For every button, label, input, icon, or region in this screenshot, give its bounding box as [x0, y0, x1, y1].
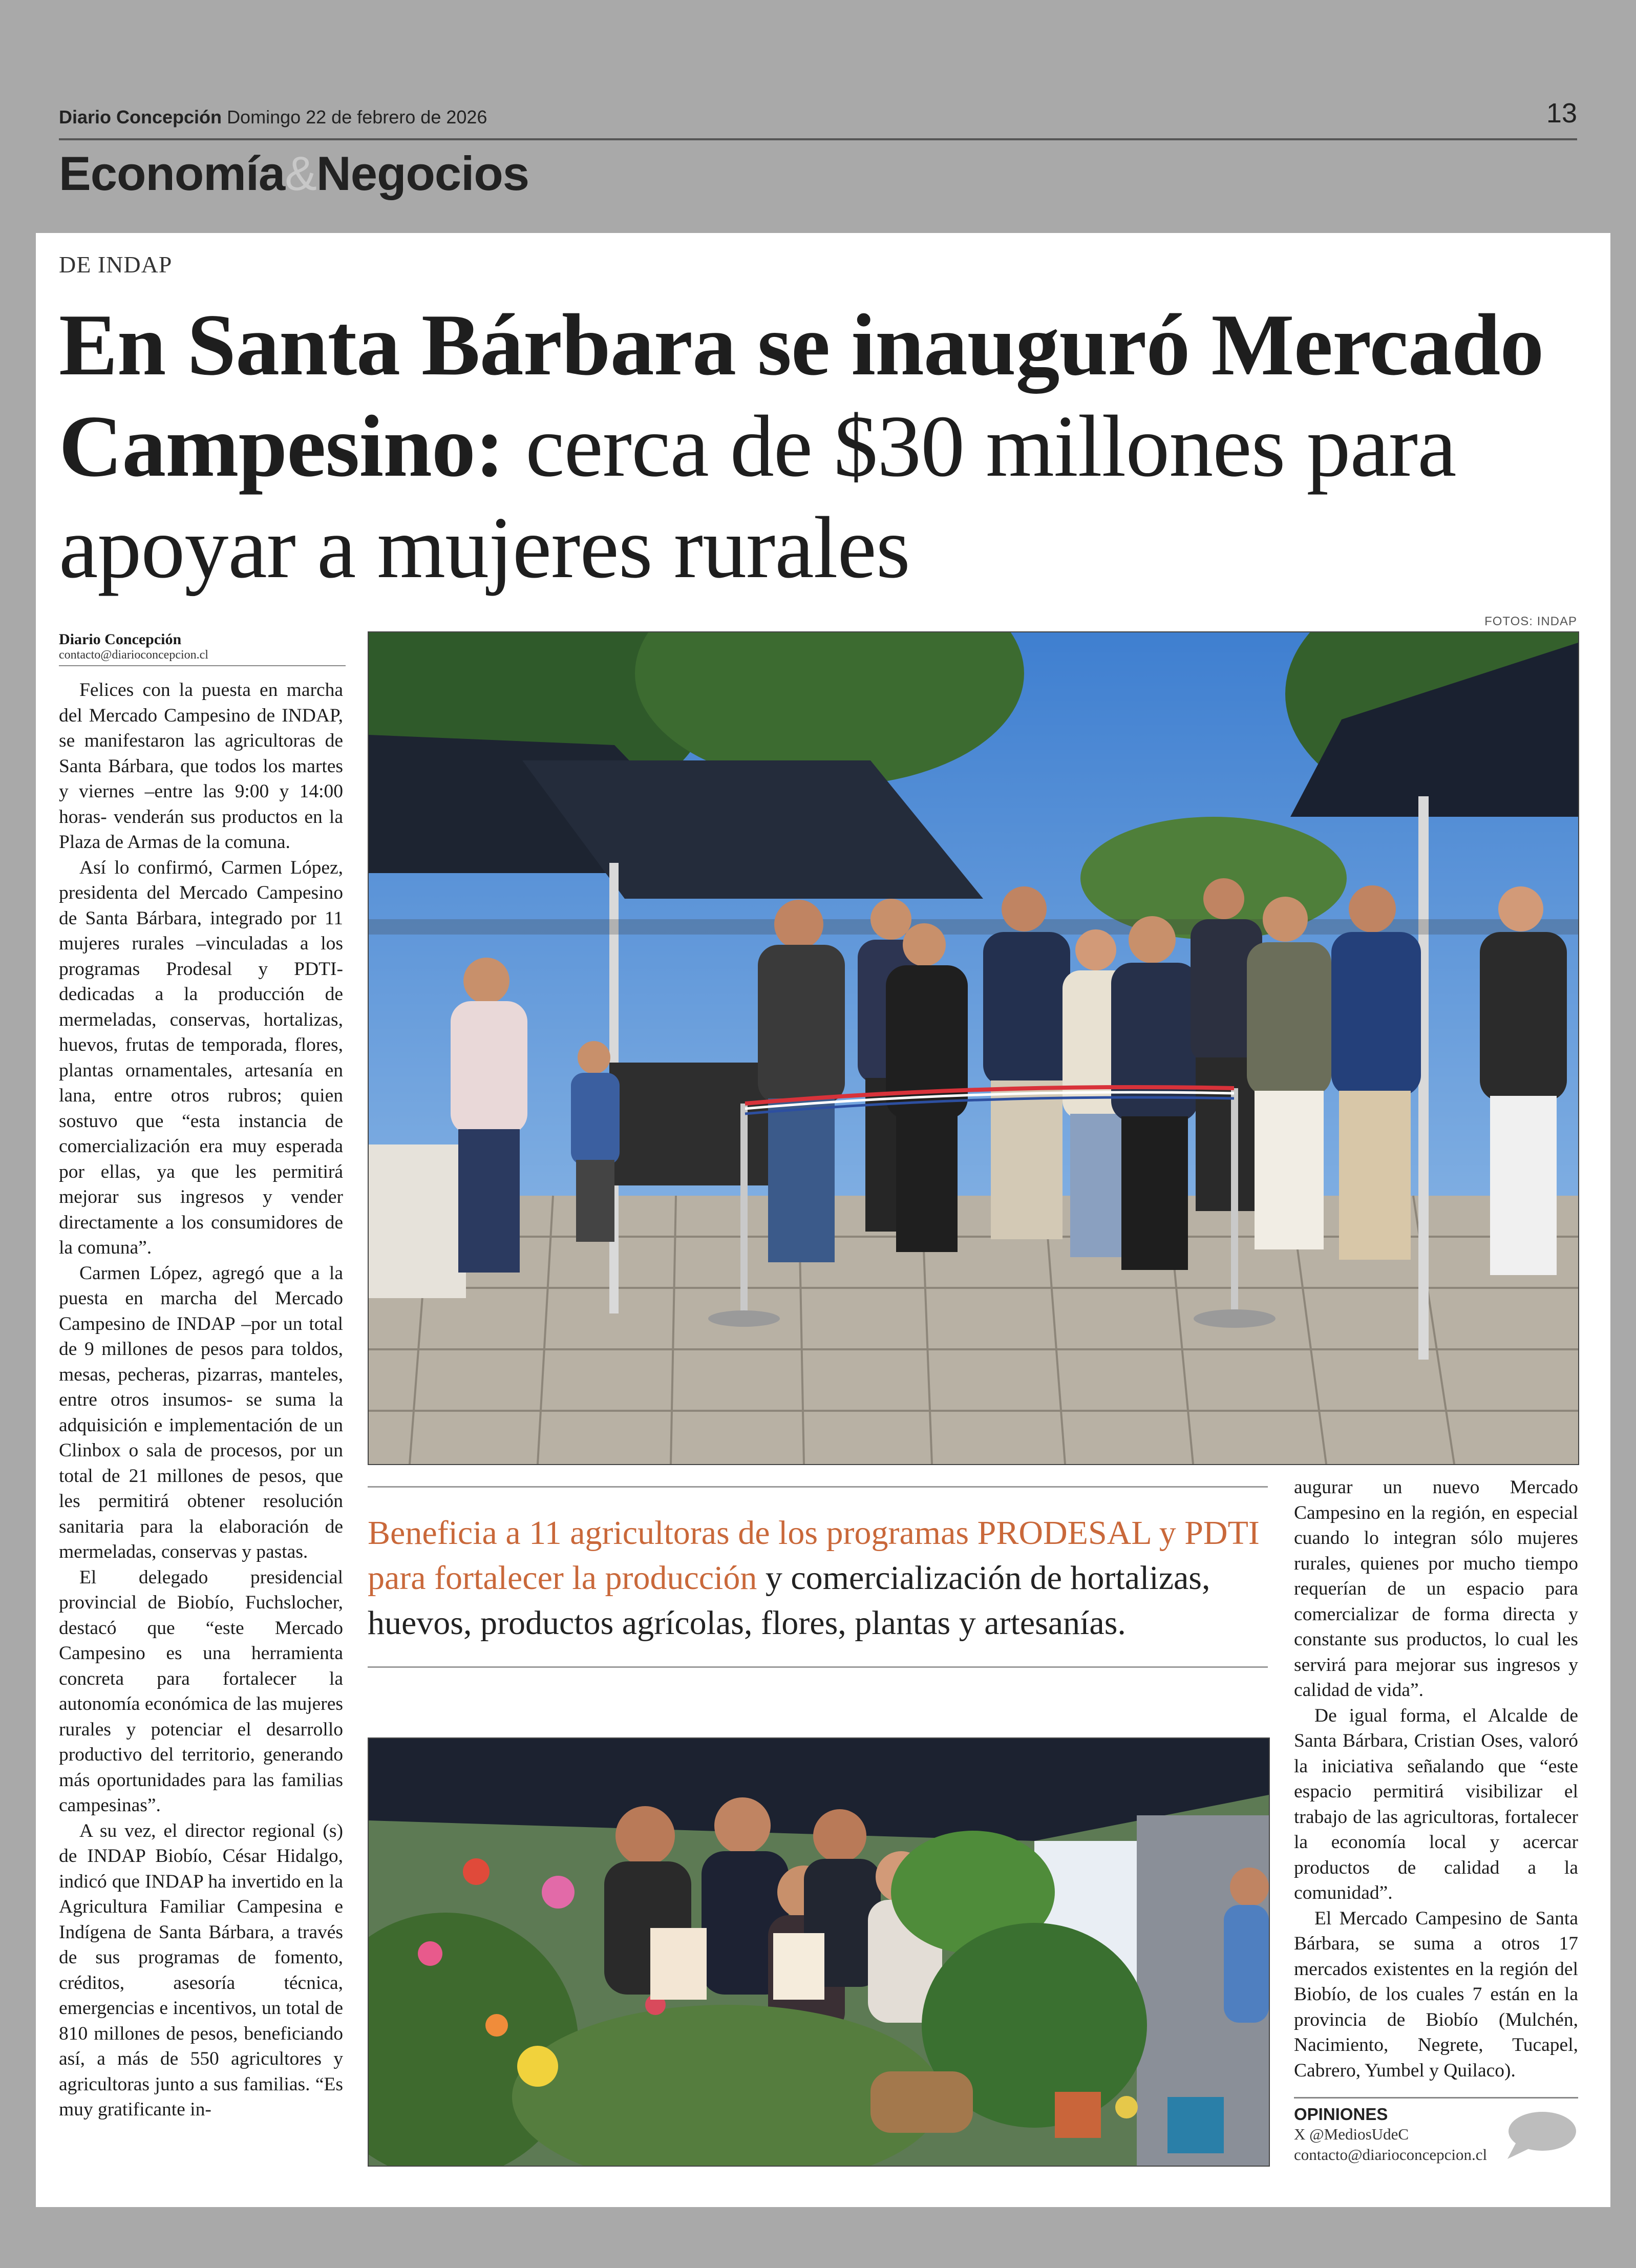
- headline-regular: cerca de $30 millones para apoyar a mujeres rurales: [59, 398, 1456, 597]
- paragraph: De igual forma, el Alcalde de Santa Bárbara, Cristian Oses, valoró la iniciativa señalando que “este espacio permitirá visibilizar el trabajo de las agricultoras, fortalecer la economía local y acercar productos de calidad a la comunidad”.: [1294, 1705, 1578, 1903]
- issue-date: Domingo 22 de febrero de 2026: [227, 107, 487, 128]
- section-title-part1: Economía: [59, 146, 285, 200]
- pull-quote: [368, 1486, 1268, 1668]
- paragraph: Felices con la puesta en marcha del Mercado Campesino de INDAP, se manifestaron las agricultoras de Santa Bárbara, que todos los martes y viernes –entre las 9:00 y 14:00 horas- venderán sus productos en la Plaza de Armas de la comuna.: [59, 680, 343, 853]
- speech-bubble-icon: [1501, 2110, 1578, 2161]
- flowers-plants-photo: [369, 1739, 1269, 2166]
- page-number: 13: [1546, 98, 1577, 129]
- section-title-amp: &: [285, 146, 316, 200]
- photo-credit: FOTOS: INDAP: [1484, 614, 1577, 628]
- paper-name: Diario Concepción: [59, 107, 222, 128]
- kicker: DE INDAP: [59, 251, 173, 278]
- headline: [59, 294, 1595, 599]
- left-column: [59, 677, 343, 2123]
- article-page: [36, 233, 1610, 2207]
- secondary-photo: [368, 1737, 1270, 2167]
- pull-quote-highlight: Beneficia a 11 agricultoras de los programas PRODESAL y PDTI para fortalecer la producción: [368, 1514, 1260, 1597]
- paragraph: A su vez, el director regional (s) de INDAP Biobío, César Hidalgo, indicó que INDAP ha invertido en la Agricultura Familiar Campesina e Indígena de Santa Bárbara, a través de sus programas de fomento, créditos, asesoría técnica, emergencias e incentivos, un total de 810 millones de pesos, beneficiando así, a más de 550 agricultores y agricultoras junto a sus familias. “Es muy gratificante in-: [59, 1820, 343, 2120]
- byline-email: contacto@diarioconcepcion.cl: [59, 648, 208, 662]
- main-photo: [368, 631, 1579, 1465]
- byline: [59, 631, 346, 666]
- opiniones-email[interactable]: contacto@diarioconcepcion.cl: [1294, 2146, 1488, 2164]
- paragraph-continuation: augurar un nuevo Mercado Campesino en la región, en especial cuando lo integran sólo mujeres rurales, quienes por mucho tiempo requerían de un espacio para comercializar de forma directa y constante sus productos, lo cual les servirá para mejorar sus ingresos y calidad de vida”.: [1294, 1477, 1578, 1701]
- paragraph: El Mercado Campesino de Santa Bárbara, se suma a otros 17 mercados existentes en la región del Biobío, de los cuales 7 están en la provincia de Biobío (Mulchén, Nacimiento, Negrete, Tucapel, Cabrero, Yumbel y Quilaco).: [1294, 1907, 1578, 2081]
- opiniones-title: OPINIONES: [1294, 2105, 1388, 2124]
- section-title-part2: Negocios: [316, 146, 529, 200]
- pull-quote-rest: y comercialización de hortalizas, huevos, productos agrícolas, flores, plantas y artesanías.: [368, 1559, 1210, 1642]
- headline-bold: En Santa Bárbara se inauguró Mercado Campesino:: [59, 296, 1544, 495]
- byline-name: Diario Concepción: [59, 631, 182, 648]
- right-column: [1294, 1475, 1578, 2083]
- opiniones-social: X @MediosUdeC: [1294, 2125, 1409, 2143]
- masthead-info: [59, 107, 487, 128]
- masthead: [59, 97, 1577, 140]
- opiniones-box: [1294, 2097, 1578, 2165]
- paragraph: Carmen López, agregó que a la puesta en marcha del Mercado Campesino de INDAP –por un total de 9 millones de pesos para toldos, mesas, pecheras, pizarras, manteles, entre otros insumos- se suma la adquisición e implementación de un Clinbox o sala de procesos, por un total de 21 millones de pesos, que les permitirá obtener resolución sanitaria para la elaboración de mermeladas, conservas y pastas.: [59, 1262, 343, 1562]
- paragraph: El delegado presidencial provincial de Biobío, Fuchslocher, destacó que “este Mercado Campesino es una herramienta concreta para fortalecer la autonomía económica de las mujeres rurales y potenciar el desarrollo productivo del territorio, generando más oportunidades para las familias campesinas”.: [59, 1566, 343, 1816]
- ribbon-cutting-photo: [369, 632, 1578, 1464]
- section-title: [59, 146, 529, 201]
- paragraph: Así lo confirmó, Carmen López, presidenta del Mercado Campesino de Santa Bárbara, integrado por 11 mujeres rurales –vinculadas a los programas Prodesal y PDTI- dedicadas a la producción de mermeladas, conservas, hortalizas, huevos, frutas de temporada, flores, plantas ornamentales, artesanía en lana, entre otros rubros; quien sostuvo que “esta instancia de comercialización era muy esperada por ellas, ya que les permitirá mejorar sus ingresos y vender directamente a los consumidores de la comuna”.: [59, 857, 343, 1258]
